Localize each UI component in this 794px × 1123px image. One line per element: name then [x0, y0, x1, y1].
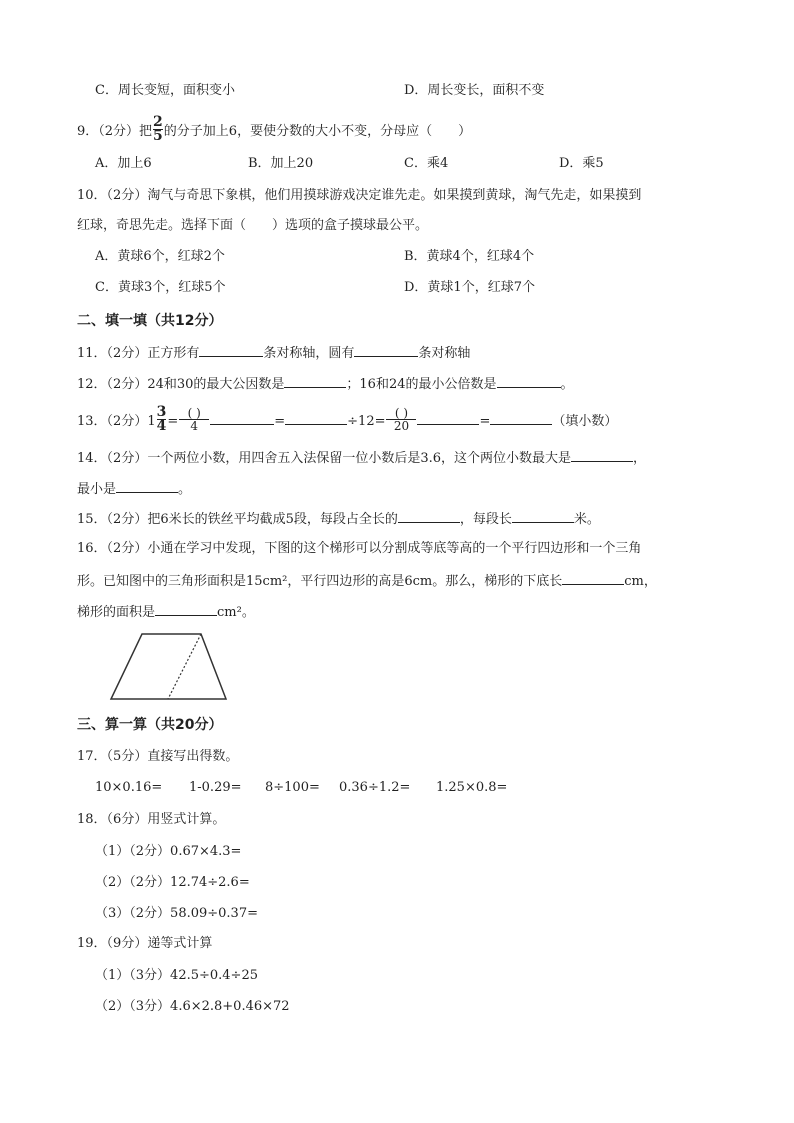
q13-fraction-2-numerator: ( ) [394, 406, 409, 420]
q13-fraction-2-denominator: 20 [393, 419, 410, 433]
q13-prefix: 13．（2分）1 [77, 414, 156, 429]
q9-option-b: B．加上20 [248, 156, 314, 171]
q14-part-a: 14．（2分）一个两位小数，用四舍五入法保留一位小数后是3.6，这个两位小数最大是 [77, 451, 571, 466]
q12-part-c: 。 [560, 377, 574, 392]
q11-part-c: 条对称轴 [418, 346, 471, 361]
q9-option-d: D．乘5 [559, 156, 604, 171]
trapezoid-figure [105, 628, 235, 706]
q13-blank-dividend[interactable] [285, 410, 347, 425]
q10-line1: 10．（2分）淘气与奇思下象棋，他们用摸球游戏决定谁先走。如果摸到黄球，淘气先走，如果摸到 [77, 188, 642, 203]
q12-part-a: 12．（2分）24和30的最大公因数是 [77, 377, 285, 392]
q17-item-4: 0.36÷1.2= [339, 780, 411, 795]
q19-title: 19．（9分）递等式计算 [77, 936, 213, 951]
q14-blank-max[interactable] [571, 447, 633, 462]
q17-item-1: 10×0.16= [95, 780, 163, 795]
q13-equals-2: = [274, 414, 286, 429]
q16-line2-unit: cm， [624, 574, 657, 589]
q18-title: 18．（6分）用竖式计算。 [77, 812, 226, 827]
q12-blank-2[interactable] [497, 373, 561, 388]
q16-line3 [77, 601, 255, 622]
q10-option-c: C．黄球3个，红球5个 [95, 280, 226, 295]
q14-part-c: 最小是 [77, 482, 117, 497]
q19-item-2: （2）（3分）4.6×2.8+0.46×72 [95, 999, 290, 1014]
q13-fraction-1-numerator: ( ) [187, 406, 201, 420]
section-2-title: 二、填一填（共12分） [77, 313, 223, 329]
q13-blank-decimal[interactable] [490, 410, 552, 425]
q17-item-3: 8÷100= [265, 780, 320, 795]
q13-fraction-1[interactable] [179, 407, 209, 432]
q18-item-3: （3）（2分）58.09÷0.37= [95, 906, 258, 921]
q13-equals-3: = [479, 414, 491, 429]
q8-option-c: C．周长变短，面积变小 [95, 83, 235, 98]
q14-part-b: ， [633, 451, 647, 466]
q9-option-a: A．加上6 [95, 156, 152, 171]
q13-fraction-2[interactable] [386, 407, 416, 432]
q13-divide-12: ÷12= [347, 414, 386, 429]
q14-part-d: 。 [178, 482, 192, 497]
q10-option-b: B．黄球4个，红球4个 [404, 249, 535, 264]
q15-blank-fraction[interactable] [398, 508, 460, 523]
q13-mixed-fraction [157, 406, 167, 433]
q12-part-b: ；16和24的最小公倍数是 [346, 377, 497, 392]
q16-line1: 16．（2分）小通在学习中发现，下图的这个梯形可以分割成等底等高的一个平行四边形和一个三角 [77, 541, 642, 556]
q12-blank-1[interactable] [284, 373, 346, 388]
q13-underline-2 [417, 410, 479, 425]
q13-tail: （填小数） [552, 414, 618, 429]
section-3-title: 三、算一算（共20分） [77, 717, 223, 733]
q16-line2-text: 形。已知图中的三角形面积是15cm²，平行四边形的高是6cm。那么，梯形的下底长 [77, 574, 563, 589]
q12 [77, 373, 574, 394]
q17-item-5: 1.25×0.8= [436, 780, 508, 795]
q9-fraction-numerator: 2 [153, 114, 163, 130]
q13-underline-1 [210, 410, 274, 425]
q11-part-b: 条对称轴，圆有 [263, 346, 355, 361]
q10-option-a: A．黄球6个，红球2个 [95, 249, 225, 264]
q19-item-1: （1）（3分）42.5÷0.4÷25 [95, 968, 258, 983]
q15-blank-length[interactable] [512, 508, 574, 523]
trapezoid-outline [111, 634, 226, 699]
q9-fraction-denominator: 5 [153, 128, 163, 144]
q11 [77, 342, 470, 363]
q11-blank-1[interactable] [199, 342, 263, 357]
q13-mixed-numerator: 3 [156, 404, 167, 420]
q11-blank-2[interactable] [354, 342, 418, 357]
q15-part-b: ，每段长 [459, 512, 512, 527]
trapezoid-dashed-divider [168, 634, 201, 699]
q14-blank-min[interactable] [116, 478, 178, 493]
q16-line3-text: 梯形的面积是 [77, 605, 156, 620]
q18-item-2: （2）（2分）12.74÷2.6= [95, 875, 250, 890]
q9-suffix: 的分子加上6，要使分数的大小不变，分母应（ ） [163, 124, 472, 139]
q15 [77, 508, 600, 529]
q13-mixed-denominator: 4 [156, 418, 167, 434]
q11-part-a: 11．（2分）正方形有 [77, 346, 200, 361]
q13 [77, 404, 618, 435]
q15-part-c: 米。 [573, 512, 600, 527]
q13-fraction-1-denominator: 4 [190, 419, 199, 433]
q10-line2: 红球，奇思先走。选择下面（ ）选项的盒子摸球最公平。 [77, 218, 429, 233]
q16-blank-base[interactable] [562, 570, 624, 585]
q9-option-c: C．乘4 [404, 156, 449, 171]
q10-option-d: D．黄球1个，红球7个 [404, 280, 535, 295]
q14-line1 [77, 447, 646, 468]
q13-equals-1: = [167, 414, 179, 429]
q9-prefix: 9．（2分）把 [77, 124, 153, 139]
q15-part-a: 15．（2分）把6米长的铁丝平均截成5段，每段占全长的 [77, 512, 398, 527]
q18-item-1: （1）（2分）0.67×4.3= [95, 844, 242, 859]
q9-fraction [153, 116, 163, 143]
q9-stem [77, 114, 472, 145]
q14-line2 [77, 478, 191, 499]
q16-line3-unit: cm²。 [217, 605, 255, 620]
q8-option-d: D．周长变长，面积不变 [404, 83, 545, 98]
q16-line2 [77, 570, 657, 591]
q17-item-2: 1-0.29= [189, 780, 242, 795]
q17-title: 17．（5分）直接写出得数。 [77, 749, 239, 764]
q16-blank-area[interactable] [155, 601, 217, 616]
